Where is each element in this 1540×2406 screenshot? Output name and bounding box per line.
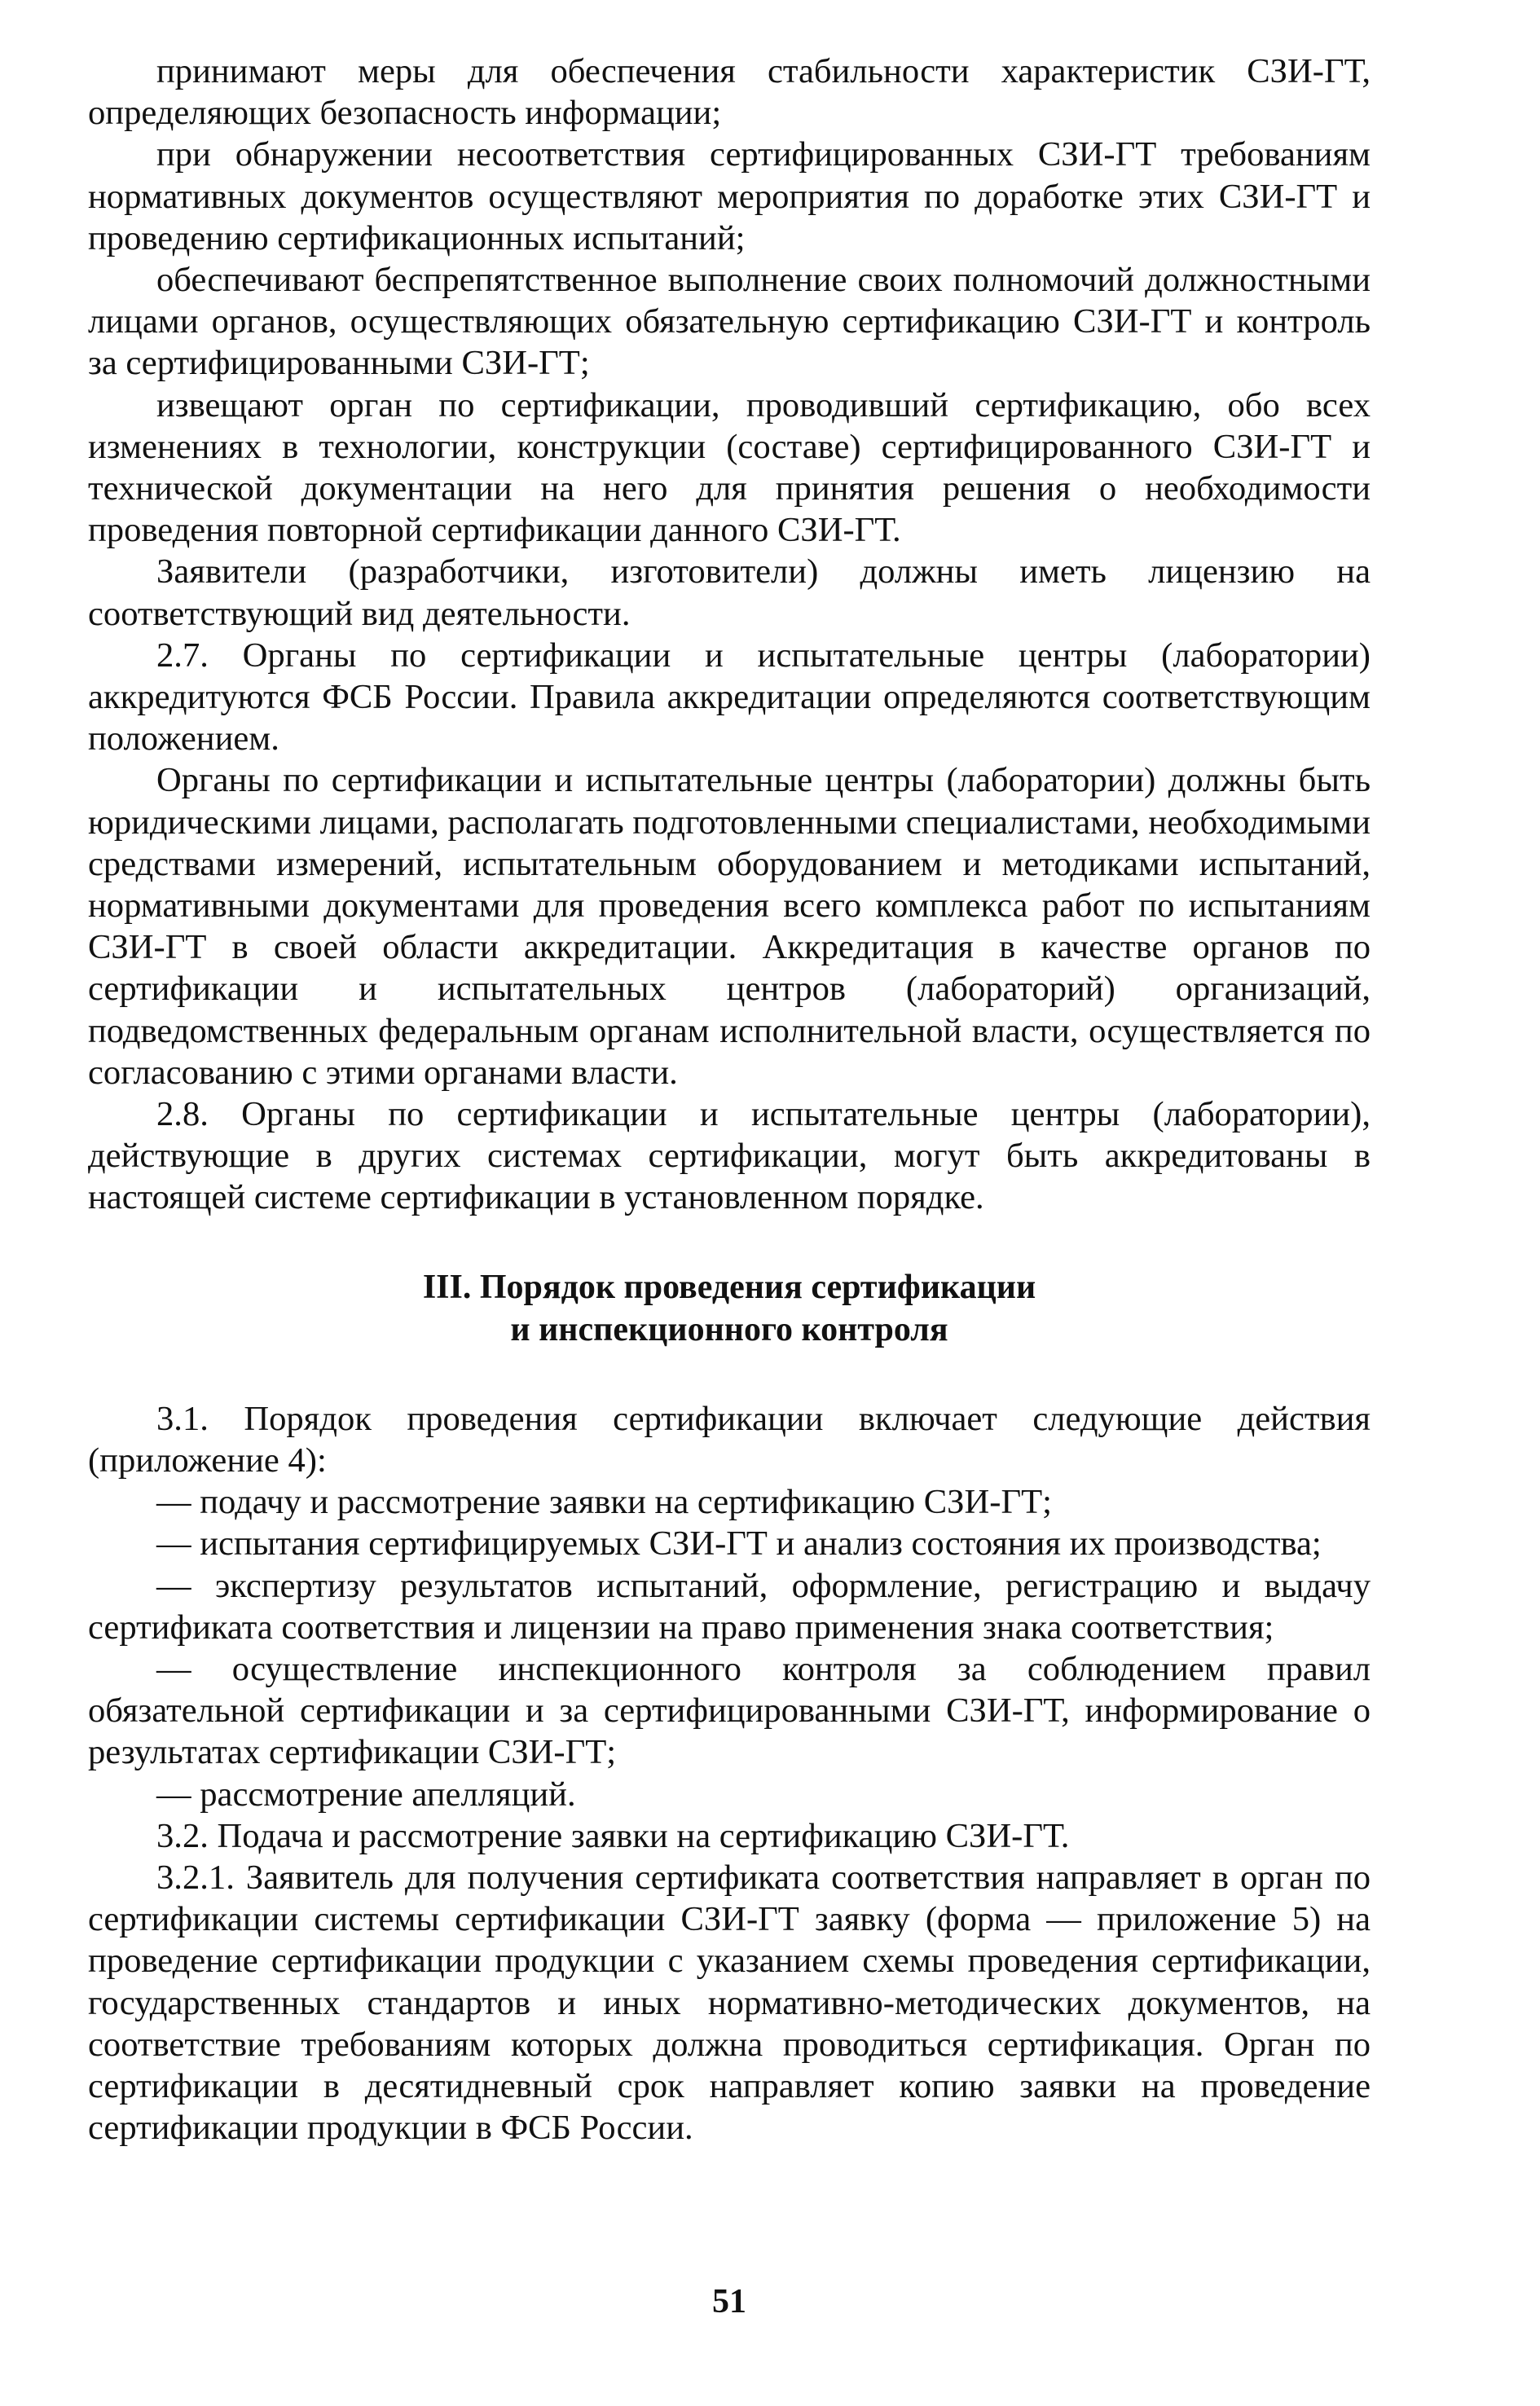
paragraph: обеспечивают беспрепятственное выполнение своих полномочий должностными лицами органов, осуществляющих обязательную сертификацию СЗИ-ГТ и контроль за сертифицированными СЗИ-ГТ; (88, 261, 1371, 383)
list-item: — подачу и рассмотрение заявки на сертификацию СЗИ-ГТ; (156, 1483, 1052, 1522)
paragraph: 3.2.1. Заявитель для получения сертификата соответствия направляет в орган по сертификации системы сертификации СЗИ-ГТ заявку (форма — приложение 5) на проведение сертификации продукции с указанием схемы проведения сертификации, государственных стандартов и иных нормативно-методических документов, на соответствие требованиям которых должна проводиться сертификация. Орган по сертификации в десятидневный срок направляет копию заявки на проведение сертификации продукции в ФСБ России. (88, 1858, 1371, 2148)
section-heading (88, 1266, 1371, 1351)
page-number: 51 (712, 2283, 746, 2320)
list-item: — испытания сертифицируемых СЗИ-ГТ и анализ состояния их производства; (156, 1524, 1322, 1564)
list-item: — рассмотрение апелляций. (156, 1775, 576, 1814)
paragraph: извещают орган по сертификации, проводивший сертификацию, обо всех изменениях в технологии, конструкции (составе) сертифицированного СЗИ-ГТ и технической документации на него для принятия решения о необходимости проведения повторной сертификации данного СЗИ-ГТ. (88, 385, 1371, 550)
list-item: — осуществление инспекционного контроля за соблюдением правил обязательной сертификации и за сертифицированными СЗИ-ГТ, информирование о результатах сертификации СЗИ-ГТ; (88, 1649, 1371, 1772)
paragraph: Органы по сертификации и испытательные центры (лаборатории) должны быть юридическими лицами, располагать подготовленными специалистами, необходимыми средствами измерений, испытательным оборудованием и методиками испытаний, нормативными документами для проведения всего комплекса работ по испытаниям СЗИ-ГТ в своей области аккредитации. Аккредитация в качестве органов по сертификации и испытательных центров (лабораторий) организаций, подведомственных федеральным органам исполнительной власти, осуществляется по согласованию с этими органами власти. (88, 761, 1371, 1092)
section-heading-line: III. Порядок проведения сертификации (422, 1268, 1036, 1306)
list-item: — экспертизу результатов испытаний, оформление, регистрацию и выдачу сертификата соответствия и лицензии на право применения знака соответствия; (88, 1566, 1371, 1647)
paragraph: 2.7. Органы по сертификации и испытательные центры (лаборатории) аккредитуются ФСБ России. Правила аккредитации определяются соответствующим положением. (88, 636, 1371, 759)
paragraph: принимают меры для обеспечения стабильности характеристик СЗИ-ГТ, определяющих безопасность информации; (88, 52, 1371, 133)
paragraph: 3.1. Порядок проведения сертификации включает следующие действия (приложение 4): (88, 1399, 1371, 1480)
paragraph: 3.2. Подача и рассмотрение заявки на сертификацию СЗИ-ГТ. (156, 1816, 1070, 1855)
document-page (88, 51, 1371, 2381)
section-heading-line: и инспекционного контроля (510, 1310, 948, 1348)
paragraph: Заявители (разработчики, изготовители) должны иметь лицензию на соответствующий вид деятельности. (88, 552, 1371, 633)
paragraph: при обнаружении несоответствия сертифицированных СЗИ-ГТ требованиям нормативных документов осуществляют мероприятия по доработке этих СЗИ-ГТ и проведению сертификационных испытаний; (88, 135, 1371, 257)
paragraph: 2.8. Органы по сертификации и испытательные центры (лаборатории), действующие в других системах сертификации, могут быть аккредитованы в настоящей системе сертификации в установленном порядке. (88, 1095, 1371, 1217)
